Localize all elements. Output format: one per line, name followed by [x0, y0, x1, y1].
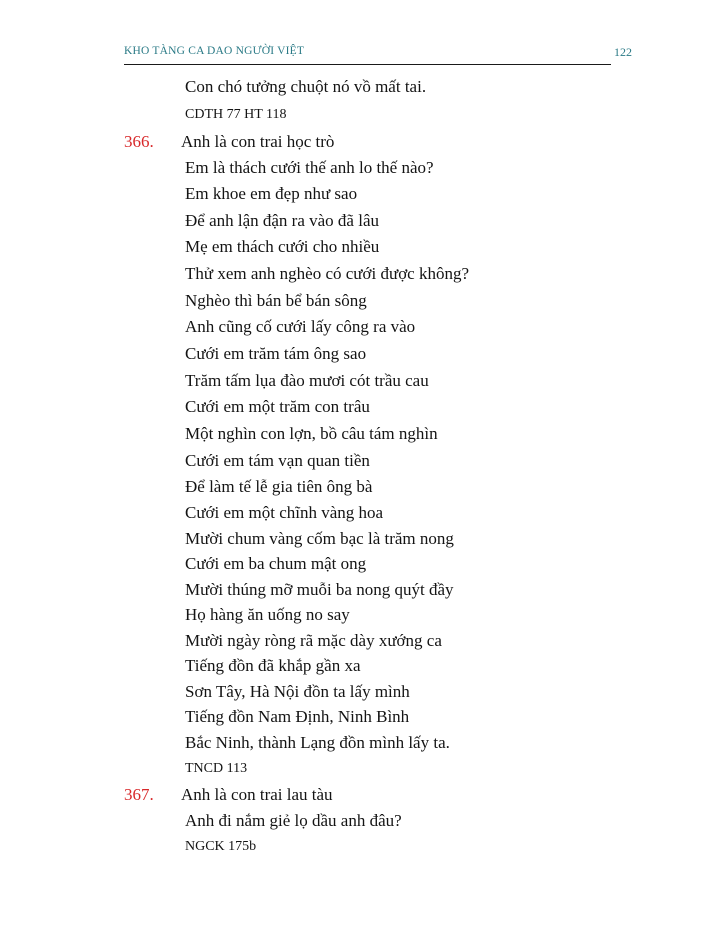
verse-line: Thử xem anh nghèo có cưới được không? [185, 264, 470, 283]
verse-line: Em là thách cưới thế anh lo thế nào? [185, 158, 434, 177]
source-citation: CDTH 77 HT 118 [185, 107, 287, 122]
verse-line: Anh là con trai học trò [181, 132, 335, 151]
verse-line: Mười chum vàng cốm bạc là trăm nong [185, 529, 454, 548]
source-citation: NGCK 175b [185, 839, 257, 854]
verse-line: Mẹ em thách cưới cho nhiều [185, 237, 380, 256]
verse-line: Cưới em một trăm con trâu [185, 397, 370, 416]
verse-line: Anh là con trai lau tàu [181, 785, 333, 804]
verse-line: Anh đi nắm giẻ lọ dầu anh đâu? [185, 811, 402, 830]
page-number: 122 [614, 45, 632, 59]
verse-line: Tiếng đồn đã khắp gần xa [185, 656, 361, 675]
verse-line: Cưới em tám vạn quan tiền [185, 451, 370, 470]
verse-line: Họ hàng ăn uống no say [185, 605, 350, 624]
verse-line: Tiếng đồn Nam Định, Ninh Bình [185, 707, 410, 726]
verse-line: Cưới em một chĩnh vàng hoa [185, 503, 384, 522]
verse-line: Nghèo thì bán bể bán sông [185, 291, 367, 310]
verse-line: Mười thúng mỡ muỗi ba nong quýt đầy [185, 580, 454, 599]
verse-line: Em khoe em đẹp như sao [185, 184, 358, 203]
verse-line: Mười ngày ròng rã mặc dày xướng ca [185, 631, 442, 650]
entry-number: 367. [124, 785, 154, 804]
verse-line: Trăm tấm lụa đào mươi cót trầu cau [185, 371, 429, 390]
verse-line: Để làm tế lễ gia tiên ông bà [185, 477, 373, 496]
verse-line: Bắc Ninh, thành Lạng đồn mình lấy ta. [185, 733, 450, 752]
verse-line: Con chó tưởng chuột nó vồ mất tai. [185, 77, 427, 96]
verse-line: Anh cũng cố cưới lấy công ra vào [185, 317, 416, 336]
header-title: KHO TÀNG CA DAO NGƯỜI VIỆT [124, 45, 305, 57]
entry-number: 366. [124, 132, 154, 151]
verse-line: Để anh lận đận ra vào đã lâu [185, 211, 379, 230]
verse-line: Cưới em trăm tám ông sao [185, 344, 367, 363]
verse-line: Cưới em ba chum mật ong [185, 554, 367, 573]
verse-line: Một nghìn con lợn, bồ câu tám nghìn [185, 424, 438, 443]
verse-line: Sơn Tây, Hà Nội đồn ta lấy mình [185, 682, 410, 701]
page-header [124, 44, 611, 65]
source-citation: TNCD 113 [185, 761, 248, 776]
